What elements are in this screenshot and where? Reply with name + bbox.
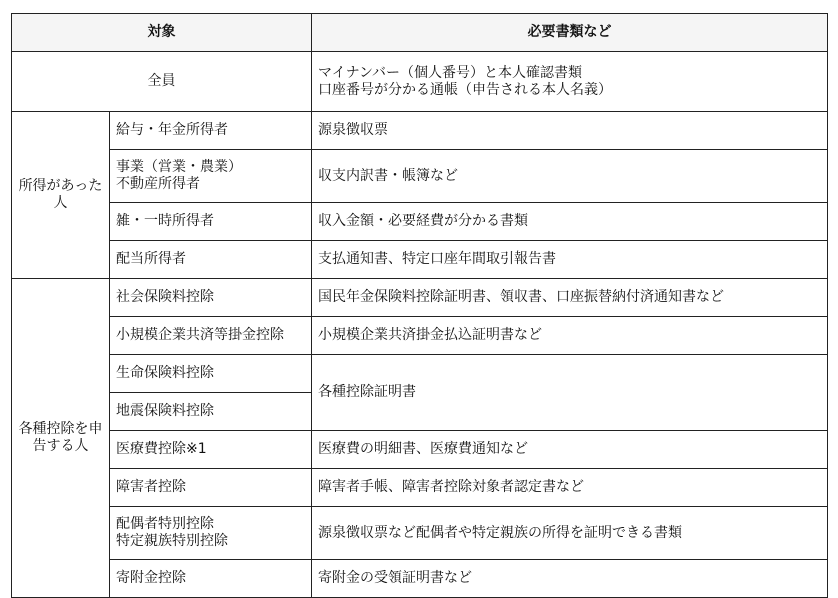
- table-row: [12, 355, 828, 393]
- row-label-line: 社会保険料控除: [116, 289, 214, 305]
- table-row: [12, 317, 828, 355]
- row-label-line: 地震保険料控除: [116, 403, 214, 419]
- row-documents: 国民年金保険料控除証明書、領収書、口座振替納付済通知書など: [312, 279, 828, 317]
- row-label: [110, 355, 312, 393]
- row-label-line: 配当所得者: [116, 251, 186, 267]
- table-row: [12, 112, 828, 150]
- row-label: [110, 279, 312, 317]
- row-documents: 源泉徴収票: [312, 112, 828, 150]
- row-label-line: 事業（営業・農業）: [116, 159, 242, 175]
- row-documents: 障害者手帳、障害者控除対象者認定書など: [312, 469, 828, 507]
- requirements-table-wrapper: [11, 13, 828, 598]
- all-documents: [312, 52, 828, 112]
- table-row: [12, 431, 828, 469]
- row-documents: 収入金額・必要経費が分かる書類: [312, 203, 828, 241]
- row-label: [110, 112, 312, 150]
- row-label-line: 小規模企業共済等掛金控除: [116, 327, 284, 343]
- table-row: [12, 560, 828, 598]
- row-documents: 医療費の明細書、医療費通知など: [312, 431, 828, 469]
- table-row-all: [12, 52, 828, 112]
- table-row: [12, 241, 828, 279]
- row-label-line: 雑・一時所得者: [116, 213, 214, 229]
- row-documents-merged: 各種控除証明書: [312, 355, 828, 431]
- all-doc-line: マイナンバー（個人番号）と本人確認書類: [318, 64, 583, 81]
- row-label-line: 寄附金控除: [116, 570, 186, 586]
- row-documents: 源泉徴収票など配偶者や特定親族の所得を証明できる書類: [312, 507, 828, 560]
- all-doc-line: 口座番号が分かる通帳（申告される本人名義）: [318, 81, 612, 98]
- row-label-line: 給与・年金所得者: [116, 122, 228, 138]
- group-label-income: 所得があった人: [12, 112, 110, 279]
- table-row: [12, 203, 828, 241]
- row-documents: 収支内訳書・帳簿など: [312, 150, 828, 203]
- row-label-line: 障害者控除: [116, 479, 186, 495]
- row-label-line: 配偶者特別控除: [116, 516, 214, 532]
- row-label: [110, 431, 312, 469]
- row-label-line: 医療費控除※1: [116, 441, 207, 457]
- table-row: [12, 150, 828, 203]
- row-label: [110, 560, 312, 598]
- row-label: [110, 241, 312, 279]
- row-label-line: 生命保険料控除: [116, 365, 214, 381]
- header-documents: 必要書類など: [312, 14, 828, 52]
- all-label: 全員: [12, 52, 312, 112]
- row-label: [110, 469, 312, 507]
- requirements-table: [11, 13, 828, 598]
- row-label: [110, 393, 312, 431]
- row-label: [110, 317, 312, 355]
- row-label: [110, 203, 312, 241]
- row-documents: 寄附金の受領証明書など: [312, 560, 828, 598]
- header-row: [12, 14, 828, 52]
- row-label: [110, 507, 312, 560]
- group-label-deduction: 各種控除を申告する人: [12, 279, 110, 598]
- row-documents: 小規模企業共済掛金払込証明書など: [312, 317, 828, 355]
- row-documents: 支払通知書、特定口座年間取引報告書: [312, 241, 828, 279]
- table-row: [12, 279, 828, 317]
- table-row: [12, 507, 828, 560]
- row-label-line: 特定親族特別控除: [116, 533, 228, 549]
- row-label-line: 不動産所得者: [116, 176, 200, 192]
- table-row: [12, 469, 828, 507]
- row-label: [110, 150, 312, 203]
- header-target: 対象: [12, 14, 312, 52]
